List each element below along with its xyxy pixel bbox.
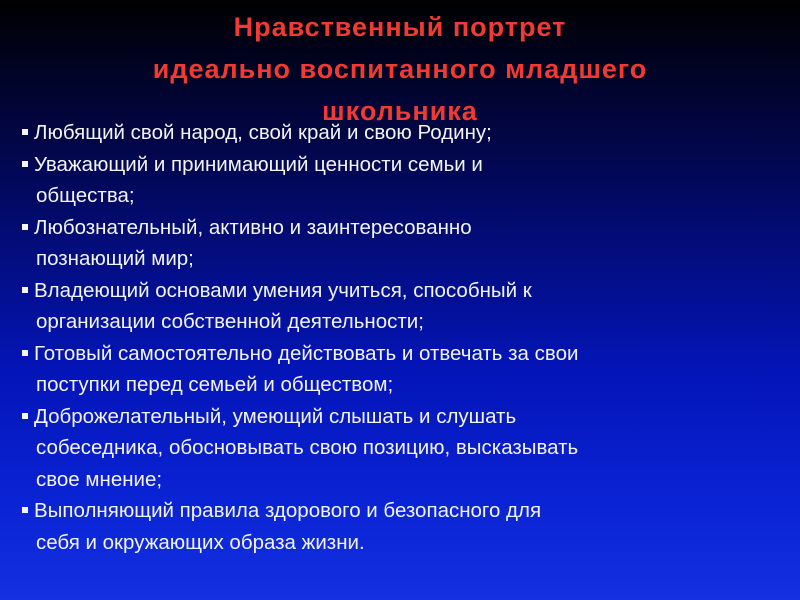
bullet-text: Выполняющий правила здорового и безопасного для <box>34 499 542 522</box>
slide-title-line: школьника <box>322 96 478 126</box>
bullet-item <box>22 401 792 496</box>
bullet-text: Любящий свой народ, свой край и свою Родину; <box>34 121 492 144</box>
bullet-text: Готовый самостоятельно действовать и отвечать за свои <box>34 341 579 365</box>
bullet-item <box>22 495 792 558</box>
slide-title <box>20 6 780 132</box>
bullet-item <box>22 275 792 338</box>
bullet-list <box>22 117 792 558</box>
bullet-text: Владеющий основами умения учиться, способный к <box>34 278 532 302</box>
bullet-item <box>22 149 792 212</box>
bullet-text: Уважающий и принимающий ценности семьи и <box>34 152 483 176</box>
square-bullet-icon <box>22 161 28 167</box>
bullet-text-continuation: себя и окружающих образа жизни. <box>36 530 365 554</box>
bullet-text-continuation: общества; <box>36 184 135 207</box>
square-bullet-icon <box>22 350 28 356</box>
square-bullet-icon <box>22 129 28 135</box>
bullet-item <box>22 338 792 401</box>
slide-title-line: Нравственный портрет <box>233 12 567 42</box>
bullet-text-continuation: организации собственной деятельности; <box>36 310 424 333</box>
square-bullet-icon <box>22 507 28 513</box>
square-bullet-icon <box>22 224 28 230</box>
bullet-item <box>22 212 792 275</box>
bullet-text-continuation: познающий мир; <box>36 247 194 270</box>
bullet-text: Доброжелательный, умеющий слышать и слушать <box>34 404 517 428</box>
bullet-item <box>22 117 792 149</box>
bullet-text-continuation: свое мнение; <box>36 467 163 491</box>
slide-title-line: идеально воспитанного младшего <box>152 54 648 84</box>
bullet-text-continuation: поступки перед семьей и обществом; <box>36 373 394 396</box>
bullet-text: Любознательный, активно и заинтересованно <box>34 215 472 239</box>
square-bullet-icon <box>22 287 28 293</box>
bullet-text-continuation: собеседника, обосновывать свою позицию, высказывать <box>36 436 579 459</box>
square-bullet-icon <box>22 413 28 419</box>
